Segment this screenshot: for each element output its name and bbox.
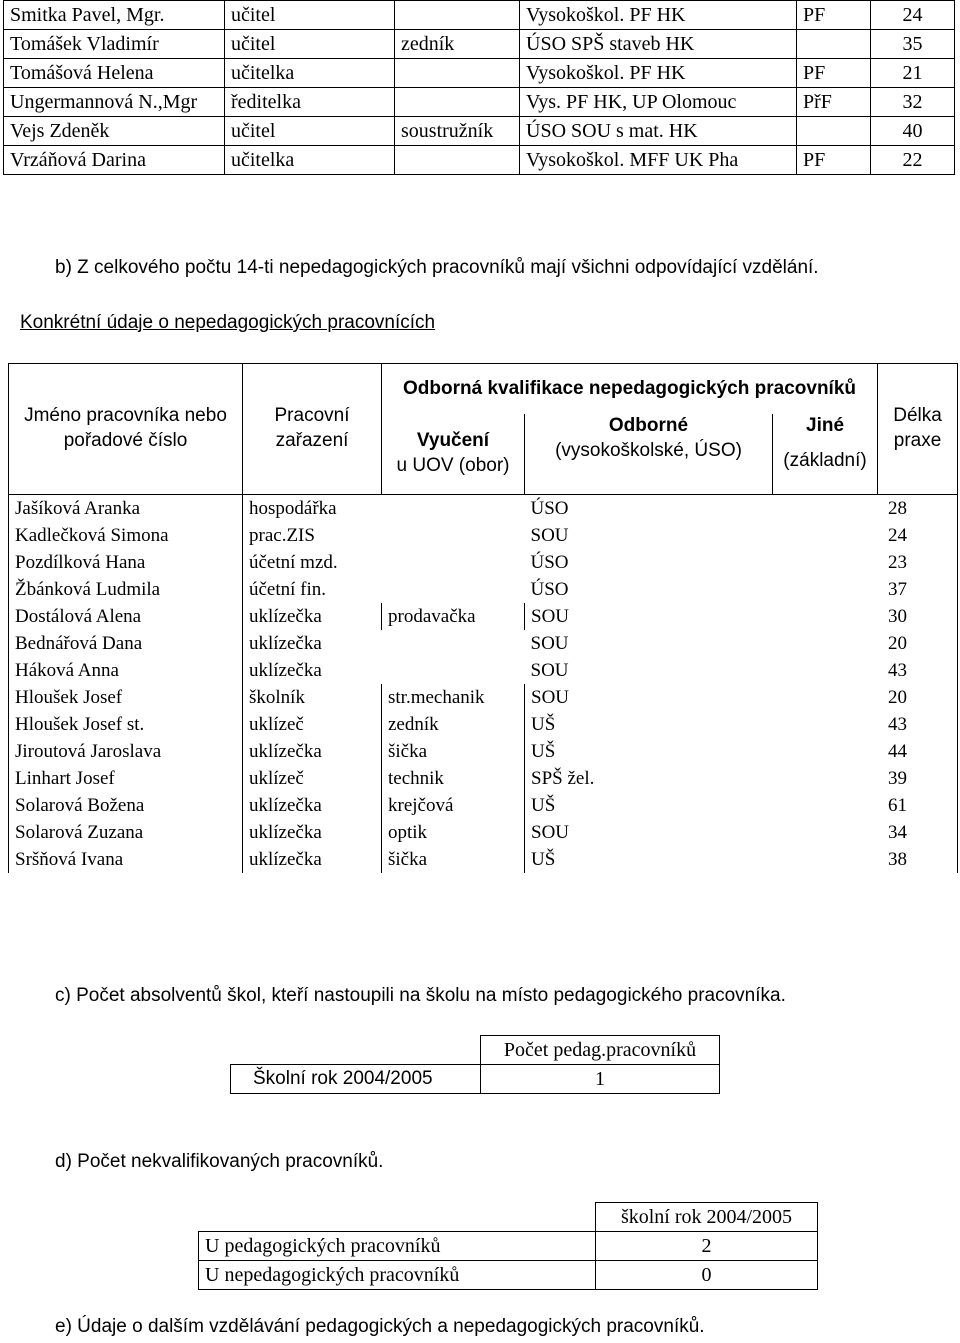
nonped-professional: ÚSO bbox=[530, 497, 569, 519]
nonped-professional: ÚSO bbox=[530, 578, 569, 600]
nonped-years: 44 bbox=[773, 738, 958, 765]
nonped-training: optik bbox=[382, 819, 525, 846]
table-row bbox=[9, 684, 958, 711]
nonped-years: 38 bbox=[773, 846, 958, 873]
section-c-text: c) Počet absolventů škol, kteří nastoupili na školu na místo pedagogického pracovníka. bbox=[55, 985, 786, 1006]
staff-years: 24 bbox=[871, 1, 955, 30]
nonped-name: Solarová Božena bbox=[9, 792, 243, 819]
nonped-years: 24 bbox=[773, 522, 958, 549]
table-row bbox=[4, 146, 955, 175]
graduates-row-label: Školní rok 2004/2005 bbox=[231, 1065, 481, 1094]
nonped-professional: SOU bbox=[525, 819, 773, 846]
nonped-name: Sršňová Ivana bbox=[9, 846, 243, 873]
table-row bbox=[4, 88, 955, 117]
table-row bbox=[9, 549, 958, 576]
graduates-row-value: 1 bbox=[481, 1065, 720, 1094]
unqualified-col-header: školní rok 2004/2005 bbox=[596, 1203, 818, 1232]
nonped-position: účetní fin. bbox=[243, 576, 382, 603]
table-row bbox=[4, 59, 955, 88]
nonped-name: Jiroutová Jaroslava bbox=[9, 738, 243, 765]
nonped-position: uklízečka bbox=[243, 738, 382, 765]
table-row bbox=[9, 819, 958, 846]
nonped-position: uklízečka bbox=[243, 846, 382, 873]
nonped-years: 20 bbox=[773, 630, 958, 657]
table-row bbox=[9, 576, 958, 603]
staff-field bbox=[797, 117, 871, 146]
staff-school: Vysokoškol. PF HK bbox=[520, 59, 797, 88]
header-name: Jméno pracovníka nebo pořadové číslo bbox=[9, 364, 243, 495]
staff-years: 40 bbox=[871, 117, 955, 146]
nonped-position: prac.ZIS bbox=[243, 522, 382, 549]
nonped-professional: SOU bbox=[525, 684, 773, 711]
staff-school: ÚSO SPŠ staveb HK bbox=[520, 30, 797, 59]
unqualified-label: U nepedagogických pracovníků bbox=[199, 1261, 596, 1290]
nonped-name: Hloušek Josef st. bbox=[9, 711, 243, 738]
staff-position: ředitelka bbox=[225, 88, 395, 117]
nonped-training: šička bbox=[382, 738, 525, 765]
staff-table bbox=[3, 0, 955, 175]
staff-field: PF bbox=[797, 1, 871, 30]
table-row bbox=[9, 846, 958, 873]
nonped-years: 28 bbox=[773, 495, 958, 523]
nonped-training bbox=[382, 522, 525, 549]
staff-training bbox=[395, 88, 520, 117]
staff-years: 21 bbox=[871, 59, 955, 88]
unqualified-blank-cell bbox=[199, 1203, 596, 1232]
nonped-position: uklízečka bbox=[243, 792, 382, 819]
nonped-professional: UŠ bbox=[525, 738, 773, 765]
header-professional bbox=[525, 414, 773, 495]
staff-school: ÚSO SOU s mat. HK bbox=[520, 117, 797, 146]
section-b-heading: Konkrétní údaje o nepedagogických pracovnících bbox=[20, 312, 436, 333]
staff-position: učitel bbox=[225, 30, 395, 59]
staff-field bbox=[797, 30, 871, 59]
table-row bbox=[9, 522, 958, 549]
staff-training bbox=[395, 1, 520, 30]
graduates-blank-cell bbox=[231, 1036, 481, 1065]
unqualified-value: 0 bbox=[596, 1261, 818, 1290]
staff-field: PřF bbox=[797, 88, 871, 117]
nonped-training: krejčová bbox=[382, 792, 525, 819]
table-row bbox=[9, 630, 958, 657]
section-d-text: d) Počet nekvalifikovaných pracovníků. bbox=[55, 1151, 384, 1172]
staff-position: učitel bbox=[225, 1, 395, 30]
staff-school: Vys. PF HK, UP Olomouc bbox=[520, 88, 797, 117]
table-row bbox=[9, 657, 958, 684]
nonped-position: účetní mzd. bbox=[243, 549, 382, 576]
nonped-name: Kadlečková Simona bbox=[9, 522, 243, 549]
nonped-position: uklízečka bbox=[243, 603, 382, 630]
nonped-professional: UŠ bbox=[525, 846, 773, 873]
table-row bbox=[9, 603, 958, 630]
header-training-bold: Vyučení bbox=[416, 430, 490, 452]
staff-field: PF bbox=[797, 59, 871, 88]
nonped-position: školník bbox=[243, 684, 382, 711]
nonped-position: hospodářka bbox=[243, 495, 382, 523]
nonped-years: 43 bbox=[773, 657, 958, 684]
table-row bbox=[9, 765, 958, 792]
nonped-years: 37 bbox=[773, 576, 958, 603]
staff-name: Tomášek Vladimír bbox=[4, 30, 225, 59]
graduates-table bbox=[230, 1035, 720, 1094]
nonped-training bbox=[382, 630, 525, 657]
nonped-table bbox=[8, 363, 958, 873]
nonped-name: Hloušek Josef bbox=[9, 684, 243, 711]
nonped-position: uklízečka bbox=[243, 630, 382, 657]
section-b-text: b) Z celkového počtu 14-ti nepedagogických pracovníků mají všichni odpovídající vzdělání. bbox=[55, 257, 819, 278]
staff-position: učitelka bbox=[225, 59, 395, 88]
staff-years: 32 bbox=[871, 88, 955, 117]
graduates-col-header: Počet pedag.pracovníků bbox=[481, 1036, 720, 1065]
staff-name: Smitka Pavel, Mgr. bbox=[4, 1, 225, 30]
staff-position: učitelka bbox=[225, 146, 395, 175]
nonped-name: Jašíková Aranka bbox=[9, 495, 243, 523]
nonped-name: Linhart Josef bbox=[9, 765, 243, 792]
staff-years: 22 bbox=[871, 146, 955, 175]
nonped-training: zedník bbox=[382, 711, 525, 738]
staff-school: Vysokoškol. PF HK bbox=[520, 1, 797, 30]
header-years: Délka praxe bbox=[878, 364, 958, 495]
unqualified-label: U pedagogických pracovníků bbox=[199, 1232, 596, 1261]
nonped-professional: SOU bbox=[530, 632, 569, 654]
table-row bbox=[9, 792, 958, 819]
staff-years: 35 bbox=[871, 30, 955, 59]
table-row bbox=[4, 117, 955, 146]
table-row bbox=[199, 1261, 818, 1290]
nonped-professional: UŠ bbox=[525, 792, 773, 819]
staff-name: Ungermannová N.,Mgr bbox=[4, 88, 225, 117]
nonped-name: Pozdílková Hana bbox=[9, 549, 243, 576]
staff-position: učitel bbox=[225, 117, 395, 146]
nonped-name: Dostálová Alena bbox=[9, 603, 243, 630]
table-row bbox=[4, 1, 955, 30]
header-training-rest: u UOV (obor) bbox=[396, 455, 510, 476]
header-professional-bold: Odborné bbox=[608, 415, 689, 436]
table-row bbox=[9, 711, 958, 738]
nonped-name: Solarová Zuzana bbox=[9, 819, 243, 846]
header-position: Pracovní zařazení bbox=[243, 364, 382, 495]
nonped-training bbox=[382, 657, 525, 684]
staff-training: soustružník bbox=[395, 117, 520, 146]
table-row bbox=[4, 30, 955, 59]
table-row bbox=[199, 1232, 818, 1261]
header-other-bold: Jiné bbox=[806, 415, 845, 436]
staff-training: zedník bbox=[395, 30, 520, 59]
section-e-text: e) Údaje o dalším vzdělávání pedagogických a nepedagogických pracovníků. bbox=[55, 1316, 705, 1337]
nonped-years: 23 bbox=[773, 549, 958, 576]
staff-training bbox=[395, 59, 520, 88]
header-group: Odborná kvalifikace nepedagogických pracovníků bbox=[382, 364, 878, 415]
header-other-rest: (základní) bbox=[783, 449, 867, 471]
nonped-position: uklízečka bbox=[243, 657, 382, 684]
staff-name: Vejs Zdeněk bbox=[4, 117, 225, 146]
staff-name: Vrzáňová Darina bbox=[4, 146, 225, 175]
nonped-training bbox=[382, 576, 525, 603]
nonped-years: 20 bbox=[773, 684, 958, 711]
nonped-years: 43 bbox=[773, 711, 958, 738]
nonped-training bbox=[382, 495, 525, 523]
nonped-name: Žbánková Ludmila bbox=[9, 576, 243, 603]
unqualified-table bbox=[198, 1202, 818, 1290]
nonped-training bbox=[382, 549, 525, 576]
nonped-professional: UŠ bbox=[525, 711, 773, 738]
table-row bbox=[9, 495, 958, 523]
nonped-professional: SOU bbox=[530, 524, 569, 546]
nonped-position: uklízeč bbox=[243, 765, 382, 792]
nonped-training: šička bbox=[382, 846, 525, 873]
nonped-professional: SPŠ žel. bbox=[525, 765, 773, 792]
nonped-name: Háková Anna bbox=[9, 657, 243, 684]
unqualified-value: 2 bbox=[596, 1232, 818, 1261]
nonped-training: prodavačka bbox=[382, 603, 525, 630]
staff-field: PF bbox=[797, 146, 871, 175]
nonped-position: uklízeč bbox=[243, 711, 382, 738]
nonped-training: technik bbox=[382, 765, 525, 792]
nonped-professional: SOU bbox=[530, 659, 569, 681]
header-training bbox=[382, 414, 525, 495]
nonped-name: Bednářová Dana bbox=[9, 630, 243, 657]
nonped-professional: SOU bbox=[525, 603, 773, 630]
staff-name: Tomášová Helena bbox=[4, 59, 225, 88]
staff-training bbox=[395, 146, 520, 175]
staff-school: Vysokoškol. MFF UK Pha bbox=[520, 146, 797, 175]
nonped-professional: ÚSO bbox=[530, 551, 569, 573]
nonped-training: str.mechanik bbox=[382, 684, 525, 711]
table-row bbox=[9, 738, 958, 765]
nonped-years: 61 bbox=[773, 792, 958, 819]
header-other bbox=[773, 414, 878, 495]
nonped-years: 34 bbox=[773, 819, 958, 846]
nonped-position: uklízečka bbox=[243, 819, 382, 846]
header-professional-rest: (vysokoškolské, ÚSO) bbox=[555, 439, 742, 461]
nonped-years: 30 bbox=[773, 603, 958, 630]
nonped-years: 39 bbox=[773, 765, 958, 792]
